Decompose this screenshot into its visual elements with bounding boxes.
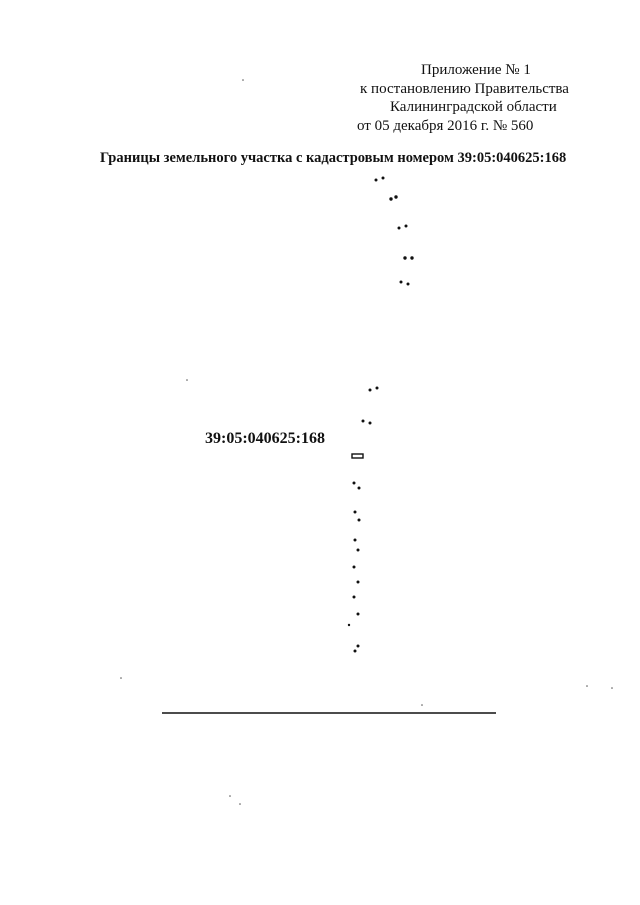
boundary-point xyxy=(369,389,372,392)
boundary-point xyxy=(398,227,401,230)
boundary-point xyxy=(407,283,410,286)
appendix-reference: к постановлению Правительства xyxy=(360,81,569,97)
speck xyxy=(421,704,423,706)
speck xyxy=(120,677,122,679)
appendix-date-number: от 05 декабря 2016 г. № 560 xyxy=(357,118,534,134)
boundary-point xyxy=(376,387,379,390)
appendix-region: Калининградской области xyxy=(390,99,557,115)
boundary-point xyxy=(353,482,356,485)
boundary-point xyxy=(375,179,378,182)
boundary-point xyxy=(357,581,360,584)
boundary-point xyxy=(369,422,372,425)
boundary-point xyxy=(405,225,408,228)
boundary-point xyxy=(358,519,361,522)
boundary-point xyxy=(354,511,357,514)
boundary-point xyxy=(394,195,397,198)
boundary-point xyxy=(353,566,356,569)
boundary-point xyxy=(410,256,413,259)
speck xyxy=(239,803,241,805)
boundary-point xyxy=(362,420,365,423)
speck xyxy=(186,379,188,381)
boundary-point xyxy=(357,613,360,616)
appendix-number: Приложение № 1 xyxy=(421,62,531,78)
boundary-points xyxy=(348,177,414,653)
boundary-point xyxy=(353,596,356,599)
speck xyxy=(586,685,588,687)
boundary-point xyxy=(403,256,406,259)
boundary-point xyxy=(389,197,392,200)
document-title: Границы земельного участка с кадастровым номером 39:05:040625:168 xyxy=(100,150,567,166)
boundary-point xyxy=(357,549,360,552)
boundary-point xyxy=(357,645,360,648)
boundary-point xyxy=(400,281,403,284)
parcel-cadastral-label: 39:05:040625:168 xyxy=(205,430,325,447)
scan-specks xyxy=(120,79,613,805)
boundary-point xyxy=(354,650,357,653)
boundary-point xyxy=(348,624,350,626)
speck xyxy=(229,795,231,797)
boundary-point-marker xyxy=(352,454,363,458)
boundary-point xyxy=(354,539,357,542)
speck xyxy=(242,79,244,81)
boundary-point xyxy=(382,177,385,180)
boundary-point xyxy=(358,487,361,490)
speck xyxy=(611,687,613,689)
